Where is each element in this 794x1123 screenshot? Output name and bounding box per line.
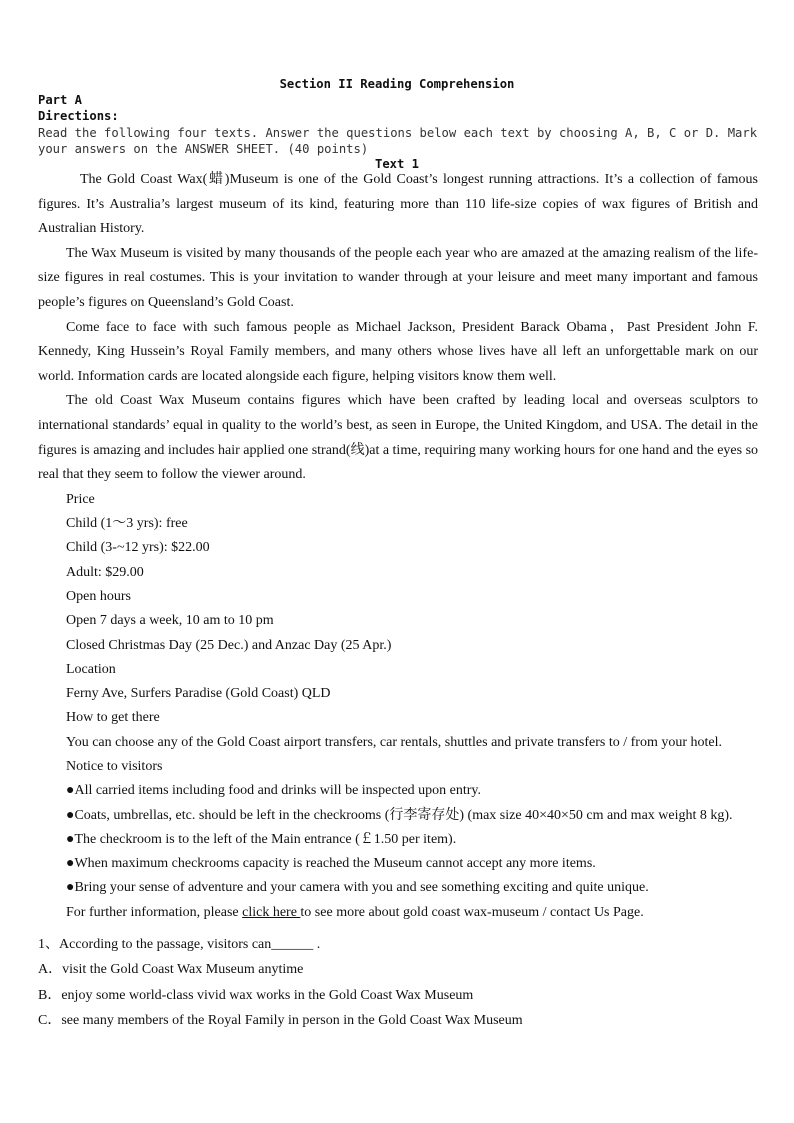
open-hours-heading: Open hours (66, 588, 131, 604)
option-c: C．see many members of the Royal Family in person in the Gold Coast Wax Museum (38, 1012, 523, 1028)
directions-label: Directions: (38, 109, 119, 123)
open-hours-line: Open 7 days a week, 10 am to 10 pm (66, 613, 274, 629)
price-line: Child (1～3 yrs): free (66, 516, 188, 532)
passage (38, 168, 758, 925)
directions-text: Read the following four texts. Answer the questions below each text by choosing A, B, C or D. Mark your answers on the ANSWER SHEET. (40 points) (38, 126, 765, 156)
notice-heading: Notice to visitors (66, 758, 163, 774)
option-b: B．enjoy some world-class vivid wax works in the Gold Coast Wax Museum (38, 987, 474, 1003)
price-line: Adult: $29.00 (66, 564, 144, 580)
further-info-prefix: For further information, please (66, 904, 243, 920)
question-1 (38, 932, 758, 1033)
text-label: Text 1 (374, 157, 420, 171)
location-line: Ferny Ave, Surfers Paradise (Gold Coast) QLD (66, 686, 331, 702)
part-label: Part A (38, 93, 83, 107)
option-a: A．visit the Gold Coast Wax Museum anytime (38, 962, 304, 978)
passage-paragraph: The Wax Museum is visited by many thousands of the people each year who are amazed at the amazing realism of the life-size figures in real costumes. This is your invitation to wander through at your leisure and meet many important and famous people’s figures on Queensland’s Gold Coast. (38, 245, 758, 310)
notice-item: ●Coats, umbrellas, etc. should be left in the checkrooms (行李寄存处) (max size 40×40×50 cm and max weight 8 kg). (66, 807, 733, 823)
price-line: Child (3-~12 yrs): $22.00 (66, 540, 210, 556)
price-heading: Price (66, 491, 95, 507)
directions-heading: How to get there (66, 710, 160, 726)
passage-paragraph: The old Coast Wax Museum contains figures which have been crafted by leading local and overseas sculptors to international standards’ equal in quality to the world’s best, as seen in Europe, the United Kingdom, and USA. The detail in the figures is amazing and includes hair applied one strand(线)at a time, requiring many working hours for one hand and the eyes so real that they seem to follow the viewer around. (38, 393, 759, 483)
location-heading: Location (66, 661, 116, 677)
further-info (38, 901, 758, 925)
passage-paragraph: The Gold Coast Wax(蜡)Museum is one of the Gold Coast’s longest running attractions. It’s a collection of famous figures. It’s Australia’s largest museum of its kind, featuring more than 110 life-size copies of wax figures of British and Australian History. (38, 172, 758, 237)
directions-line: You can choose any of the Gold Coast airport transfers, car rentals, shuttles and private transfers to / from your hotel. (66, 734, 723, 750)
further-info-suffix: to see more about gold coast wax-museum / contact Us Page. (300, 904, 644, 920)
notice-item: ●Bring your sense of adventure and your camera with you and see something exciting and quite unique. (66, 880, 649, 896)
notice-item: ●All carried items including food and drinks will be inspected upon entry. (66, 783, 482, 799)
click-here-link[interactable]: click here (242, 904, 301, 920)
passage-paragraph: Come face to face with such famous people as Michael Jackson, President Barack Obama，Past President John F. Kennedy, King Hussein’s Royal Family members, and many others whose lives have all left an unforgettable mark on our world. Information cards are located alongside each figure, helping visitors know them well. (38, 319, 758, 384)
open-hours-line: Closed Christmas Day (25 Dec.) and Anzac Day (25 Apr.) (66, 637, 392, 653)
notice-item: ●The checkroom is to the left of the Main entrance (￡1.50 per item). (66, 831, 457, 847)
notice-item: ●When maximum checkrooms capacity is reached the Museum cannot accept any more items. (66, 856, 596, 872)
question-stem: 1、According to the passage, visitors can______ . (38, 937, 321, 952)
section-title: Section II Reading Comprehension (279, 77, 515, 91)
